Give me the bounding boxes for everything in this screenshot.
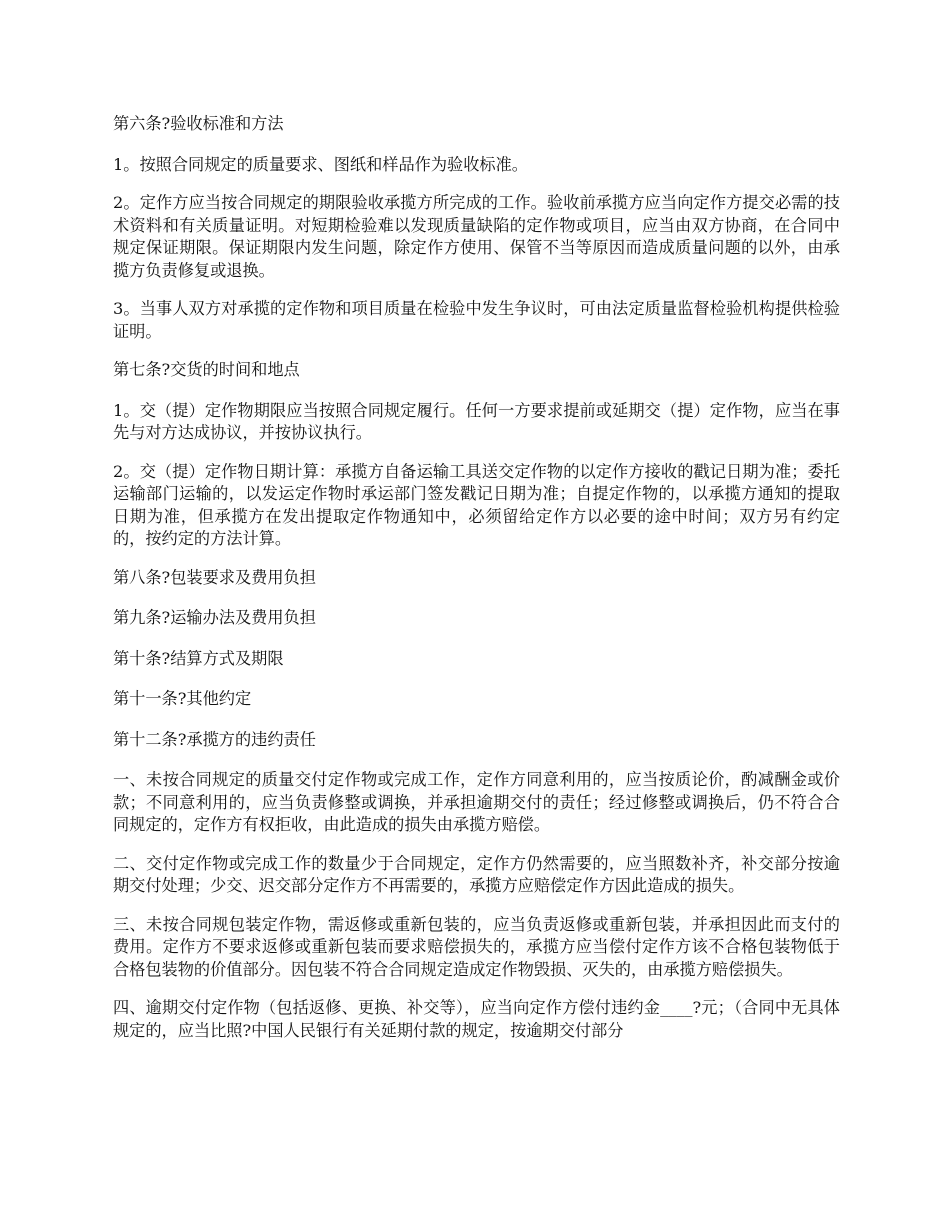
document-page [113,113,840,1058]
article-11-heading: 第十一条?其他约定 [113,689,252,708]
article-9-heading: 第九条?运输办法及费用负担 [113,608,316,627]
article-7-heading: 第七条?交货的时间和地点 [113,360,300,379]
article-6-clause-2: 2。定作方应当按合同规定的期限验收承揽方所完成的工作。验收前承揽方应当向定作方提交必需的技术资料和有关质量证明。对短期检验难以发现质量缺陷的定作物或项目，应当由双方协商，在合同中规定保证期限。保证期限内发生问题，除定作方使用、保管不当等原因而造成质量问题的以外，由承揽方负责修复或退换。 [113,193,840,280]
article-7-clause-2: 2。交（提）定作物日期计算：承揽方自备运输工具送交定作物的以定作方接收的戳记日期为准；委托运输部门运输的，以发运定作物时承运部门签发戳记日期为准；自提定作物的，以承揽方通知的提取日期为准，但承揽方在发出提取定作物通知中，必须留给定作方以必要的途中时间；双方另有约定的，按约定的方法计算。 [113,461,840,548]
article-12-heading: 第十二条?承揽方的违约责任 [113,729,316,749]
article-12-item-2: 二、交付定作物或完成工作的数量少于合同规定，定作方仍然需要的，应当照数补齐，补交部分按逾期交付处理；少交、迟交部分定作方不再需要的，承揽方应赔偿定作方因此造成的损失。 [113,853,840,895]
article-12-item-3: 三、未按合同规包装定作物，需返修或重新包装的，应当负责返修或重新包装，并承担因此而支付的费用。定作方不要求返修或重新包装而要求赔偿损失的，承揽方应当偿付定作方该不合格包装物低于合格包装物的价值部分。因包装不符合合同规定造成定作物毁损、灭失的，由承揽方赔偿损失。 [113,914,840,979]
article-10-heading: 第十条?结算方式及期限 [113,648,284,668]
article-6-clause-3: 3。当事人双方对承揽的定作物和项目质量在检验中发生争议时，可由法定质量监督检验机构提供检验证明。 [113,299,840,341]
article-8-heading: 第八条?包装要求及费用负担 [113,567,316,587]
article-12-item-4: 四、逾期交付定作物（包括返修、更换、补交等），应当向定作方偿付违约金____?元；（合同中无具体规定的，应当比照?中国人民银行有关延期付款的规定，按逾期交付部分 [113,998,840,1040]
article-6-heading: 第六条?验收标准和方法 [113,114,284,133]
article-12-item-1: 一、未按合同规定的质量交付定作物或完成工作，定作方同意利用的，应当按质论价，酌减酬金或价款；不同意利用的，应当负责修整或调换，并承担逾期交付的责任；经过修整或调换后，仍不符合合同规定的，定作方有权拒收，由此造成的损失由承揽方赔偿。 [113,770,840,834]
article-6-clause-1: 1。按照合同规定的质量要求、图纸和样品作为验收标准。 [113,154,528,174]
article-7-clause-1: 1。交（提）定作物期限应当按照合同规定履行。任何一方要求提前或延期交（提）定作物，应当在事先与对方达成协议，并按协议执行。 [113,400,840,442]
